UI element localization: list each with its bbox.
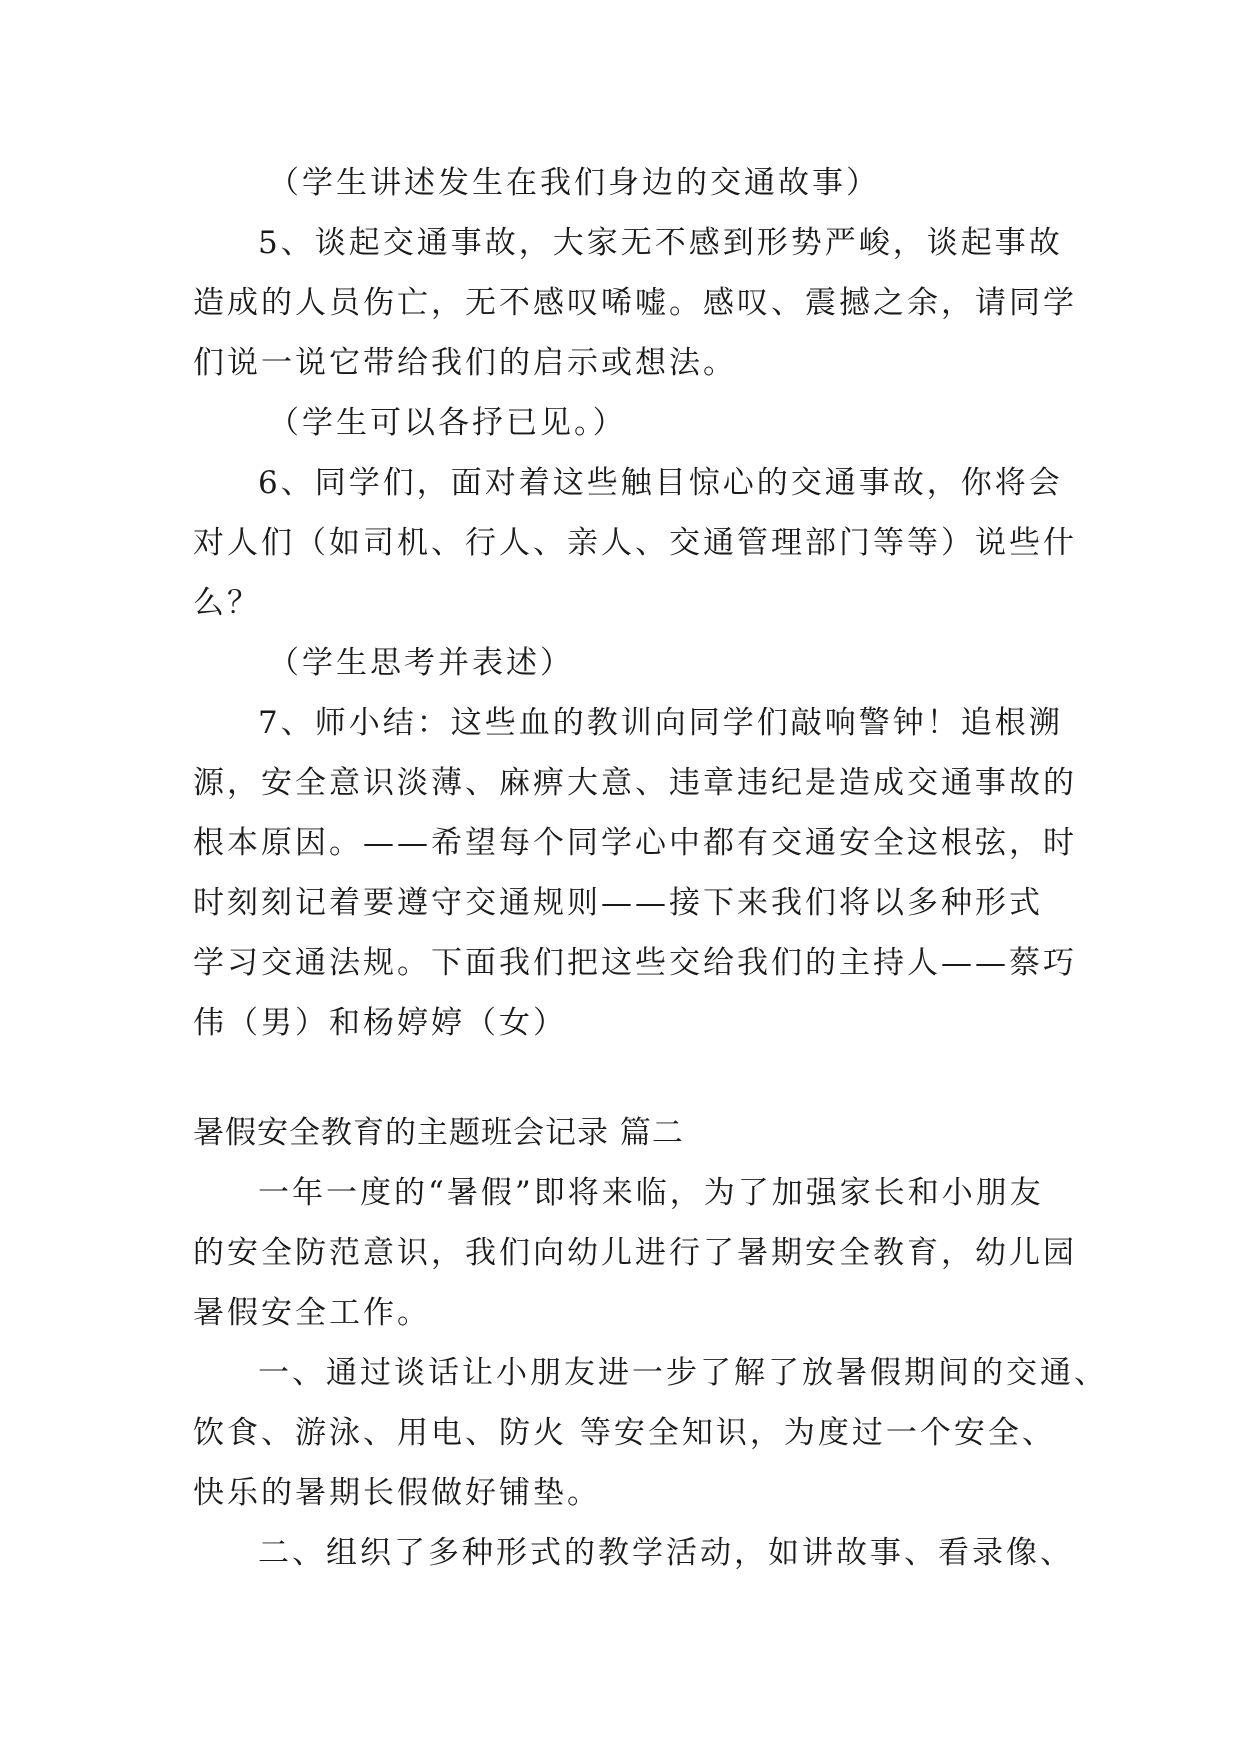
paragraph-line: 的安全防范意识，我们向幼儿进行了暑期安全教育，幼儿园: [193, 1235, 1077, 1271]
paragraph-line: 造成的人员伤亡，无不感叹唏嘘。感叹、震撼之余，请同学: [193, 285, 1077, 321]
paragraph-line: （学生讲述发生在我们身边的交通故事）: [268, 165, 880, 201]
paragraph-line: 一、通过谈话让小朋友进一步了解了放暑假期间的交通、: [258, 1355, 1108, 1391]
paragraph-line: 5、谈起交通事故，大家无不感到形势严峻，谈起事故: [258, 225, 1063, 261]
section-heading: 暑假安全教育的主题班会记录 篇二: [193, 1115, 684, 1151]
paragraph-line: 学习交通法规。下面我们把这些交给我们的主持人——蔡巧: [193, 945, 1077, 981]
paragraph-line: 饮食、游泳、用电、防火 等安全知识，为度过一个安全、: [193, 1415, 1056, 1451]
paragraph-line: 们说一说它带给我们的启示或想法。: [193, 345, 737, 381]
paragraph-line: 7、师小结：这些血的教训向同学们敲响警钟！追根溯: [258, 705, 1063, 741]
paragraph-line: 伟（男）和杨婷婷（女）: [193, 1005, 567, 1041]
paragraph-line: （学生思考并表述）: [268, 645, 574, 681]
paragraph-line: 时刻刻记着要遵守交通规则——接下来我们将以多种形式: [193, 885, 1043, 921]
paragraph-line: 暑假安全工作。: [193, 1295, 431, 1331]
paragraph-line: 根本原因。——希望每个同学心中都有交通安全这根弦，时: [193, 825, 1077, 861]
paragraph-line: 一年一度的“暑假”即将来临，为了加强家长和小朋友: [258, 1175, 1044, 1211]
paragraph-line: 对人们（如司机、行人、亲人、交通管理部门等等）说些什: [193, 525, 1077, 561]
paragraph-line: 么？: [193, 585, 261, 621]
paragraph-line: 快乐的暑期长假做好铺垫。: [193, 1475, 601, 1511]
paragraph-line: （学生可以各抒已见。）: [268, 405, 627, 441]
paragraph-line: 源，安全意识淡薄、麻痹大意、违章违纪是造成交通事故的: [193, 765, 1077, 801]
paragraph-line: 二、组织了多种形式的教学活动，如讲故事、看录像、: [258, 1535, 1074, 1571]
paragraph-line: 6、同学们，面对着这些触目惊心的交通事故，你将会: [258, 465, 1063, 501]
